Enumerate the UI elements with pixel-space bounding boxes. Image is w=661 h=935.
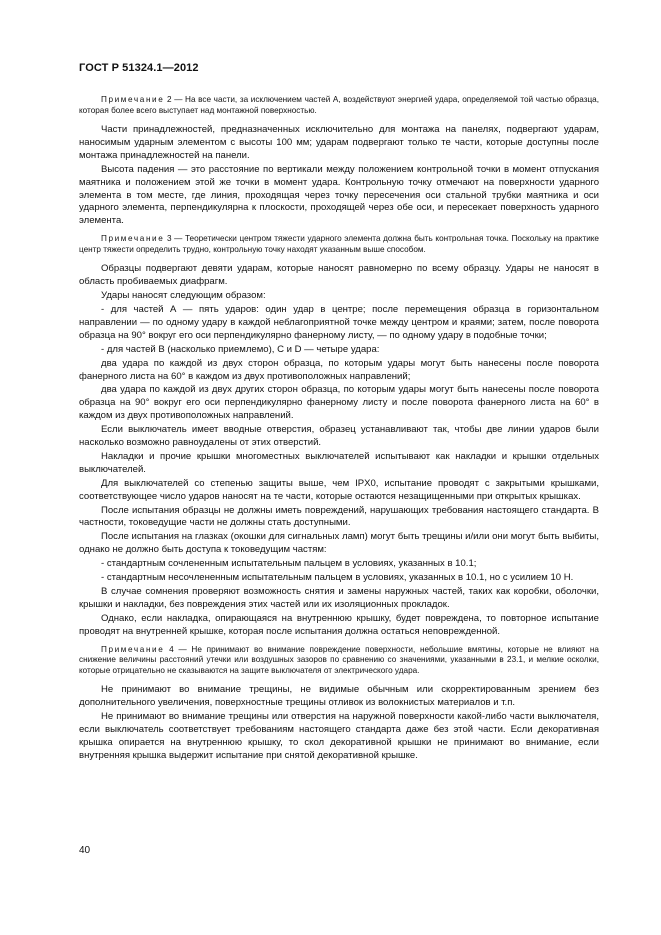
note-4 <box>79 645 599 677</box>
paragraph: После испытания образцы не должны иметь повреждений, нарушающих требования настоящего стандарта. В частности, токоведущие части не должны стать доступными. <box>79 504 599 529</box>
paragraph: После испытания на глазках (окошки для сигнальных ламп) могут быть трещины и/или они могут быть выбиты, однако не должно быть доступа к токоведущим частям: <box>79 531 599 556</box>
paragraph: Образцы подвергают девяти ударам, которые наносят равномерно по всему образцу. Удары не наносят в область пробиваемых диафрагм. <box>79 263 599 288</box>
list-item: - стандартным несочлененным испытательным пальцем в условиях, указанных в 10.1, но с усилием 10 Н. <box>101 572 574 584</box>
note-text: 4 — Не принимают во внимание повреждение поверхности, небольшие вмятины, которые не влияют на снижение величины расстояний утечки или воздушных зазоров по сравнению со значениями, указанными в 23.1, и мелкие осколки, которые отрицательно не сказываются на защите выключателя от электрического удара. <box>79 644 599 675</box>
paragraph: Высота падения — это расстояние по вертикали между положением контрольной точки в момент отпускания маятника и положением этой же точки в момент удара. Контрольную точку отмечают на поверхности ударного элемента в том месте, где линия, проходящая через точку пересечения оси стальной трубки маятника и оси ударного элемента, перпендикулярна к плоскости, проходящей через обе оси, и пересекает поверхность ударного элемента. <box>79 163 599 227</box>
paragraph: Удары наносят следующим образом: <box>101 290 266 302</box>
list-item: - для частей А — пять ударов: один удар в центре; после перемещения образца в горизонтальном направлении — по одному удару в каждой неблагоприятной точке между центром и краями; затем, после поворота образца на 90° вокруг его оси перпендикулярно фанерному листу, — по одному удару в подобные точки; <box>79 303 599 341</box>
list-item: - для частей В (насколько приемлемо), С и D — четыре удара: <box>101 343 380 355</box>
note-2 <box>79 95 599 116</box>
note-text: 2 — На все части, за исключением частей А, воздействуют энергией удара, определяемой той частью образца, которая более всего выступает над монтажной поверхностью. <box>79 95 599 115</box>
paragraph: Если выключатель имеет вводные отверстия, образец устанавливают так, чтобы две линии ударов были насколько возможно равноудалены от этих отверстий. <box>79 424 599 449</box>
paragraph: Части принадлежностей, предназначенных исключительно для монтажа на панелях, подвергают ударам, наносимым ударным элементом с высоты 100 мм; ударам подвергают только те части, которые доступны после монтажа принадлежностей на панели. <box>79 124 599 161</box>
note-3 <box>79 234 599 255</box>
paragraph: Не принимают во внимание трещины или отверстия на наружной поверхности какой-либо части выключателя, если выключатель соответствует требованиям настоящего стандарта даже без этой части. Если декоративная крышка опирается на внутреннюю крышку, то скол декоративной крышки не принимают во внимание, если внутренняя крышка выдержит испытание при снятой декоративной крышке. <box>79 710 599 761</box>
page-body <box>79 95 599 764</box>
paragraph: Накладки и прочие крышки многоместных выключателей испытывают как накладки и крышки отдельных выключателей. <box>79 450 599 475</box>
note-text: 3 — Теоретически центром тяжести ударного элемента должна быть контрольная точка. Поскольку на практике центр тяжести определить трудно, контрольную точку находят указанным выше способом. <box>79 234 599 254</box>
paragraph: два удара по каждой из двух других сторон образца, по которым удары могут быть нанесены после поворота образца на 90° вокруг его оси перпендикулярно фанерному листу и после поворота фанерного листа на 60° в каждом из двух противоположных направлений. <box>79 384 599 422</box>
note-label: Примечание <box>101 644 165 654</box>
paragraph: два удара по каждой из двух сторон образца, по которым удары могут быть нанесены после поворота фанерного листа на 60° в каждом из двух противоположных направлений; <box>79 357 599 382</box>
paragraph: Не принимают во внимание трещины, не видимые обычным или скорректированным зрением без дополнительного увеличения, поверхностные трещины отливок из волокнистых материалов и т.п. <box>79 684 599 709</box>
page-number: 40 <box>79 845 91 856</box>
document-header: ГОСТ Р 51324.1—2012 <box>79 62 199 74</box>
paragraph: В случае сомнения проверяют возможность снятия и замены наружных частей, таких как коробки, оболочки, крышки и накладки, без повреждения этих частей или их изоляционных прокладок. <box>79 586 599 610</box>
list-item: - стандартным сочлененным испытательным пальцем в условиях, указанных в 10.1; <box>101 558 477 570</box>
note-label: Примечание <box>101 234 165 244</box>
paragraph: Однако, если накладка, опирающаяся на внутреннюю крышку, будет повреждена, то повторное испытание проводят на внутренней крышке, которая после испытания должна остаться неповрежденной. <box>79 612 599 637</box>
paragraph: Для выключателей со степенью защиты выше, чем IPX0, испытание проводят с закрытыми крышками, соответствующее число ударов наносят на те части, которые остаются незащищенными при открытых крышках. <box>79 477 599 502</box>
note-label: Примечание <box>101 95 165 104</box>
